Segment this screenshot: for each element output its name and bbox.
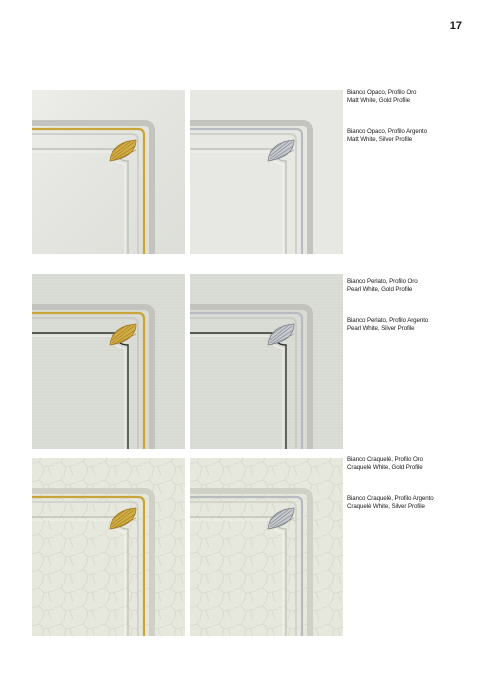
caption-italian: Bianco Opaco, Profilo Argento (347, 128, 427, 135)
door-panel-gold-profile (32, 274, 185, 449)
captions-matt-white (347, 89, 475, 167)
swatch-pearl-white-silver (190, 274, 343, 449)
caption-italian: Bianco Perlato, Profilo Oro (347, 278, 418, 285)
caption-english: Matt White, Gold Profile (347, 97, 410, 104)
swatch-craquele-white-gold (32, 458, 185, 636)
swatch-matt-white-gold (32, 90, 185, 254)
caption-english: Pearl White, Silver Profile (347, 325, 415, 332)
caption-english: Pearl White, Gold Profile (347, 286, 413, 293)
caption-craquele-white-gold (347, 456, 475, 472)
swatch-matt-white-silver (190, 90, 343, 254)
caption-matt-white-silver (347, 128, 475, 144)
door-panel-silver-profile (190, 274, 343, 449)
captions-craquele-white (347, 456, 475, 534)
door-panel-gold-profile (32, 458, 185, 636)
page-number: 17 (449, 20, 462, 32)
caption-pearl-white-silver (347, 317, 475, 333)
caption-english: Matt White, Silver Profile (347, 136, 413, 143)
caption-italian: Bianco Perlato, Profilo Argento (347, 317, 429, 324)
caption-italian: Bianco Craquelè, Profilo Argento (347, 495, 434, 502)
caption-pearl-white-gold (347, 278, 475, 294)
door-panel-gold-profile (32, 90, 185, 254)
caption-craquele-white-silver (347, 495, 475, 511)
caption-italian: Bianco Opaco, Profilo Oro (347, 89, 417, 96)
caption-italian: Bianco Craquelè, Profilo Oro (347, 456, 423, 463)
caption-english: Craquelè White, Silver Profile (347, 503, 425, 510)
caption-matt-white-gold (347, 89, 475, 105)
swatch-craquele-white-silver (190, 458, 343, 636)
caption-english: Craquelè White, Gold Profile (347, 464, 423, 471)
door-panel-silver-profile (190, 458, 343, 636)
captions-pearl-white (347, 278, 475, 356)
swatch-pearl-white-gold (32, 274, 185, 449)
door-panel-silver-profile (190, 90, 343, 254)
